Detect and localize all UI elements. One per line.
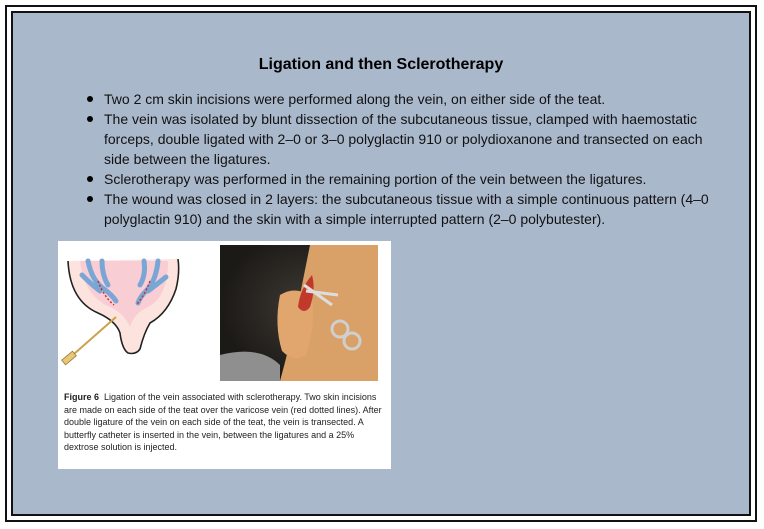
teat-vein-diagram-icon: [58, 241, 218, 381]
bullet-item: The vein was isolated by blunt dissection of the subcutaneous tissue, clamped with haemostatic forceps, double ligated with 2–0 or 3–0 polyglactin 910 or polydioxanone and transected on each side between the ligatures.: [78, 109, 728, 169]
surgical-photo-icon: [220, 245, 378, 381]
slide-title: Ligation and then Sclerotherapy: [258, 56, 504, 73]
bullet-list: [78, 89, 728, 229]
bullet-item: The wound was closed in 2 layers: the subcutaneous tissue with a simple continuous pattern (4–0 polyglactin 910) and the skin with a simple interrupted pattern (2–0 polybutester).: [78, 189, 728, 229]
figure-caption: [64, 391, 386, 454]
figure-6: [58, 241, 391, 469]
bullet-item: Two 2 cm skin incisions were performed along the vein, on either side of the teat.: [78, 89, 728, 109]
figure-label: Figure 6: [64, 392, 100, 402]
figure-caption-text: Ligation of the vein associated with sclerotherapy. Two skin incisions are made on each side of the teat over the varicose vein (red dotted lines). After double ligature of the vein on each side of the teat, the vein is transected. A butterfly catheter is inserted in the vein, between the ligatures and a 25% dextrose solution is injected.: [64, 392, 382, 452]
bullet-item: Sclerotherapy was performed in the remaining portion of the vein between the ligatures.: [78, 169, 728, 189]
